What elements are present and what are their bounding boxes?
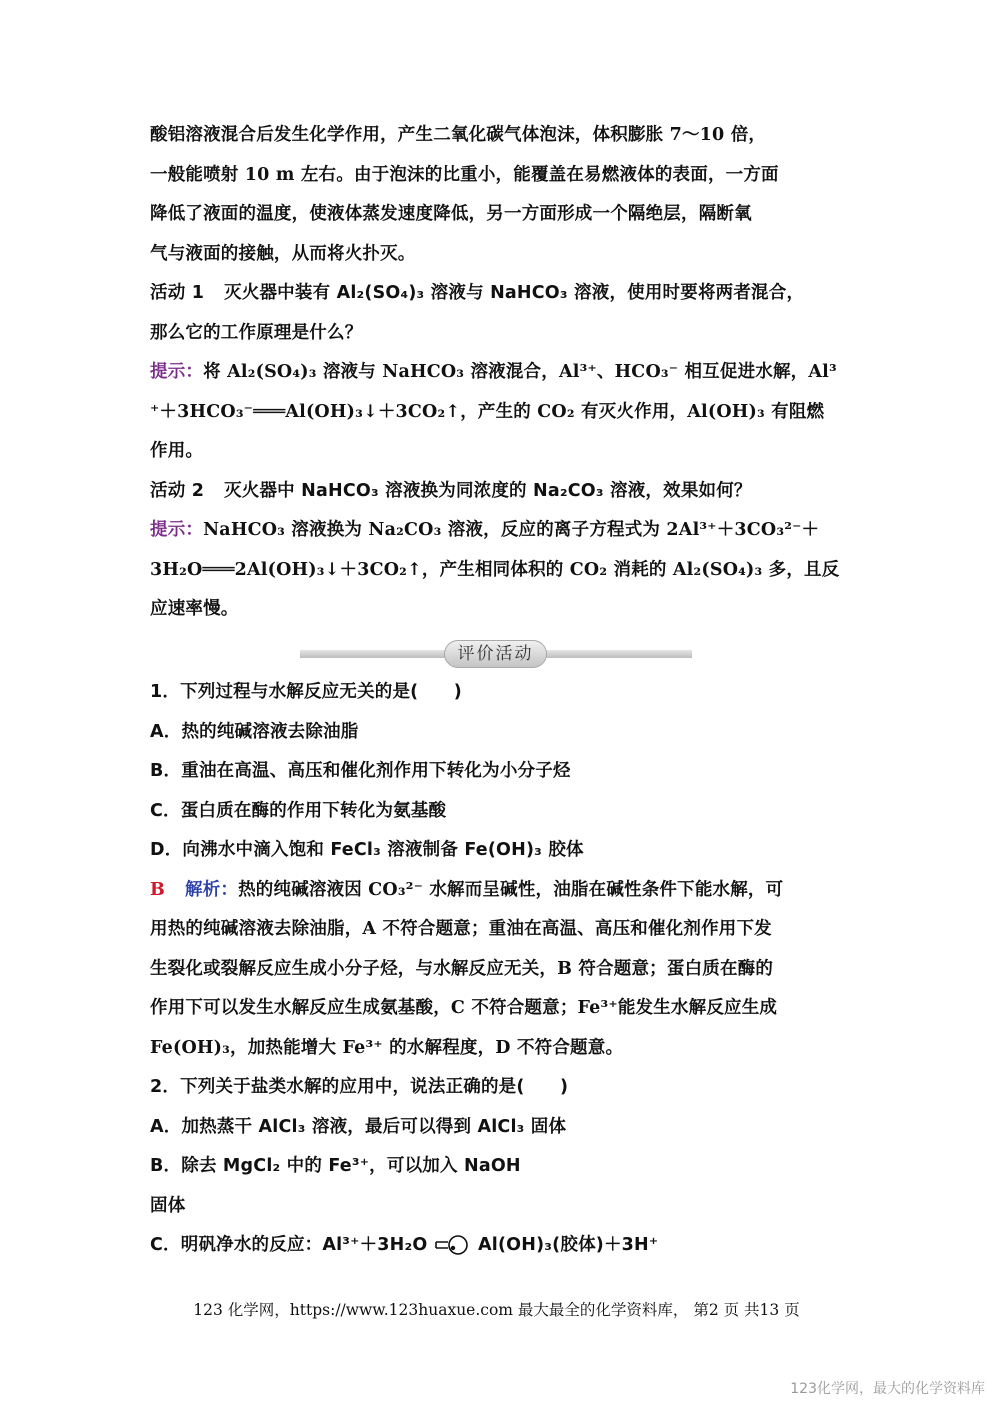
reversible-arrow-icon: [434, 1233, 472, 1257]
q1-option-b: B．重油在高温、高压和催化剂作用下转化为小分子烃: [150, 761, 571, 781]
q2-option-c-left: C．明矾净水的反应：Al³⁺＋3H₂O: [150, 1235, 428, 1255]
activity2-hint-text: NaHCO₃ 溶液换为 Na₂CO₃ 溶液，反应的离子方程式为 2Al³⁺＋3CO₃²⁻＋: [203, 520, 820, 540]
activity2-hint-line3: 应速率慢。: [150, 599, 239, 619]
section-divider: [300, 640, 692, 668]
q2-option-b-line2: 固体: [150, 1195, 186, 1216]
activity2-label: 活动 2: [150, 480, 205, 501]
hint-label: 提示：: [150, 362, 204, 382]
activity1-hint-text: 将 Al₂(SO₄)₃ 溶液与 NaHCO₃ 溶液混合，Al³⁺、HCO₃⁻ 相互促进水解，Al³: [203, 362, 837, 382]
intro-line: 酸铝溶液混合后发生化学作用，产生二氧化碳气体泡沫，体积膨胀 7～10 倍，: [150, 125, 767, 145]
watermark: 123化学网，最大的化学资料库: [790, 1381, 985, 1397]
intro-line: 气与液面的接触，从而将火扑灭。: [150, 243, 416, 264]
activity1-hint-line2: ⁺＋3HCO₃⁻═══Al(OH)₃↓＋3CO₂↑，产生的 CO₂ 有灭火作用，Al(OH)₃ 有阻燃: [150, 401, 825, 422]
q2-option-b: B．除去 MgCl₂ 中的 Fe³⁺，可以加入 NaOH: [150, 1156, 521, 1176]
q1-analysis-text: 热的纯碱溶液因 CO₃²⁻ 水解而呈碱性，油脂在碱性条件下能水解，可: [238, 879, 784, 900]
intro-line: 降低了液面的温度，使液体蒸发速度降低，另一方面形成一个隔绝层，隔断氧: [150, 204, 752, 224]
activity1-hint: [150, 353, 845, 393]
activity1-label: 活动 1: [150, 283, 205, 303]
q2-stem: 2．下列关于盐类水解的应用中，说法正确的是( ): [150, 1077, 569, 1097]
section-title: 评价活动: [444, 640, 547, 668]
activity1-question-line2: 那么它的工作原理是什么？: [150, 322, 363, 343]
activity1-question: [150, 274, 845, 314]
q1-stem: 1．下列过程与水解反应无关的是( ): [150, 682, 462, 702]
activity1-question-text: 灭火器中装有 Al₂(SO₄)₃ 溶液与 NaHCO₃ 溶液，使用时要将两者混合，: [224, 283, 805, 303]
analysis-label: 解析：: [185, 879, 239, 900]
q1-option-a: A．热的纯碱溶液去除油脂: [150, 721, 359, 742]
q1-analysis-line: 用热的纯碱溶液去除油脂，A 不符合题意；重油在高温、高压和催化剂作用下发: [150, 919, 772, 939]
questions-body: [150, 673, 845, 1266]
q1-analysis: [150, 871, 845, 911]
q1-option-d: D．向沸水中滴入饱和 FeCl₃ 溶液制备 Fe(OH)₃ 胶体: [150, 840, 584, 860]
q2-option-c-right: Al(OH)₃(胶体)＋3H⁺: [478, 1235, 659, 1255]
activity2-hint-line2: 3H₂O═══2Al(OH)₃↓＋3CO₂↑，产生相同体积的 CO₂ 消耗的 Al₂(SO₄)₃ 多，且反: [150, 559, 840, 580]
q1-analysis-line: 生裂化或裂解反应生成小分子烃，与水解反应无关，B 符合题意；蛋白质在酶的: [150, 958, 774, 979]
page-body: [150, 116, 845, 630]
page-footer: 123 化学网，https://www.123huaxue.com 最大最全的化学资料库， 第2 页 共13 页: [193, 1301, 800, 1319]
activity2-question-text: 灭火器中 NaHCO₃ 溶液换为同浓度的 Na₂CO₃ 溶液，效果如何？: [224, 480, 752, 501]
activity2-question: [150, 472, 845, 512]
q1-analysis-line: Fe(OH)₃，加热能增大 Fe³⁺ 的水解程度，D 不符合题意。: [150, 1037, 624, 1058]
hint-label: 提示：: [150, 520, 204, 540]
q1-analysis-line: 作用下可以发生水解反应生成氨基酸，C 不符合题意；Fe³⁺能发生水解反应生成: [150, 998, 778, 1018]
q2-option-a: A．加热蒸干 AlCl₃ 溶液，最后可以得到 AlCl₃ 固体: [150, 1116, 567, 1137]
q1-option-c: C．蛋白质在酶的作用下转化为氨基酸: [150, 800, 447, 821]
activity1-hint-line3: 作用。: [150, 441, 204, 461]
activity2-hint: [150, 511, 845, 551]
intro-line: 一般能喷射 10 m 左右。由于泡沫的比重小，能覆盖在易燃液体的表面，一方面: [150, 164, 779, 185]
q2-option-c: [150, 1226, 845, 1266]
q1-answer: B: [150, 879, 165, 900]
